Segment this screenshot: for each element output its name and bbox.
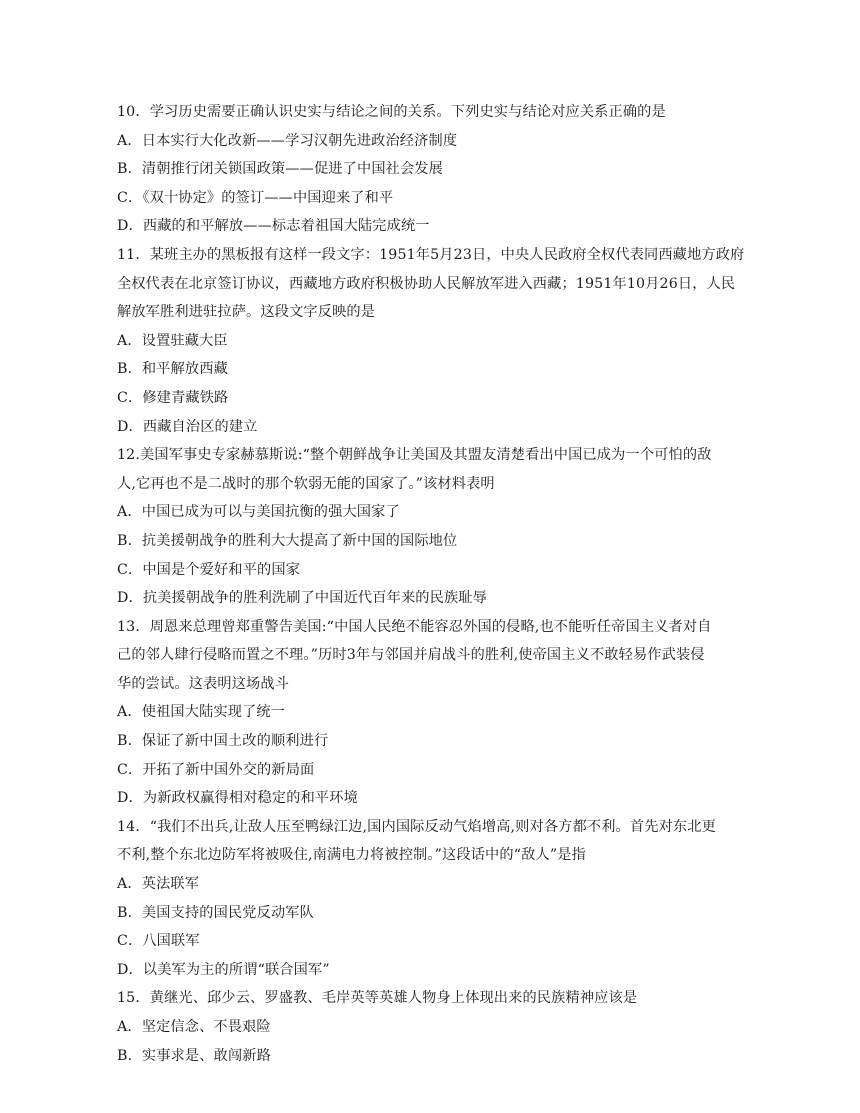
- question-stem-line: 12.美国军事史专家赫慕斯说:“整个朝鲜战争让美国及其盟友清楚看出中国已成为一个可怕的敌: [117, 447, 712, 464]
- question-15: [117, 984, 747, 1070]
- option-a: A．设置驻藏大臣: [117, 332, 228, 349]
- question-stem-line: 全权代表在北京签订协议，西藏地方政府积极协助人民解放军进入西藏；1951年10月26日，人民: [117, 275, 736, 292]
- question-stem-line: 10．学习历史需要正确认识史实与结论之间的关系。下列史实与结论对应关系正确的是: [117, 104, 666, 120]
- option-a: A．使祖国大陆实现了统一: [117, 704, 286, 721]
- question-11: [117, 241, 747, 441]
- option-d: D．抗美援朝战争的胜利洗刷了中国近代百年来的民族耻辱: [117, 590, 487, 607]
- option-c: C．修建青藏铁路: [117, 389, 229, 406]
- option-b: B．抗美援朝战争的胜利大大提高了新中国的国际地位: [117, 532, 458, 549]
- question-stem-line: 解放军胜利进驻拉萨。这段文字反映的是: [117, 304, 376, 321]
- question-list: [117, 98, 747, 1070]
- question-stem-line: 不利,整个东北边防军将被吸住,南满电力将被控制。”这段话中的“敌人”是指: [117, 847, 586, 864]
- question-stem-line: 13．周恩来总理曾郑重警告美国:“中国人民绝不能容忍外国的侵略,也不能听任帝国主义者对自: [117, 618, 712, 635]
- option-b: B．和平解放西藏: [117, 361, 228, 378]
- question-14: [117, 813, 747, 985]
- option-c: C．八国联军: [117, 933, 200, 950]
- option-b: B．保证了新中国土改的顺利进行: [117, 733, 329, 750]
- option-b: B．实事求是、敢闯新路: [117, 1047, 271, 1064]
- option-a: A．坚定信念、不畏艰险: [117, 1019, 271, 1035]
- question-12: [117, 441, 747, 613]
- option-b: B．美国支持的国民党反动军队: [117, 904, 314, 921]
- question-stem-line: 己的邻人肆行侵略而置之不理。”历时3年与邻国并肩战斗的胜利,使帝国主义不敢轻易作武装侵: [117, 647, 705, 664]
- option-d: D．西藏自治区的建立: [117, 418, 258, 435]
- option-b: B．清朝推行闭关锁国政策——促进了中国社会发展: [117, 161, 444, 178]
- question-stem-line: 人,它再也不是二战时的那个软弱无能的国家了。”该材料表明: [117, 475, 495, 492]
- option-c: C．中国是个爱好和平的国家: [117, 561, 301, 578]
- question-stem-line: 15．黄继光、邱少云、罗盛教、毛岸英等英雄人物身上体现出来的民族精神应该是: [117, 990, 638, 1007]
- option-d: D．西藏的和平解放——标志着祖国大陆完成统一: [117, 218, 430, 235]
- question-stem-line: 11．某班主办的黑板报有这样一段文字：1951年5月23日，中央人民政府全权代表同西藏地方政府: [117, 246, 745, 263]
- question-13: [117, 613, 747, 813]
- question-10: [117, 98, 747, 241]
- question-stem-line: 14．“我们不出兵,让敌人压至鸭绿江边,国内国际反动气焰增高,则对各方都不利。首先对东北更: [117, 818, 716, 835]
- option-c: C．《双十协定》的签订——中国迎来了和平: [117, 189, 394, 206]
- option-c: C．开拓了新中国外交的新局面: [117, 761, 315, 778]
- option-a: A．日本实行大化改新——学习汉朝先进政治经济制度: [117, 132, 458, 149]
- option-a: A．英法联军: [117, 876, 200, 893]
- option-a: A．中国已成为可以与美国抗衡的强大国家了: [117, 504, 400, 521]
- option-d: D．以美军为主的所谓“联合国军”: [117, 961, 330, 978]
- option-d: D．为新政权赢得相对稳定的和平环境: [117, 790, 358, 807]
- question-stem-line: 华的尝试。这表明这场战斗: [117, 675, 290, 692]
